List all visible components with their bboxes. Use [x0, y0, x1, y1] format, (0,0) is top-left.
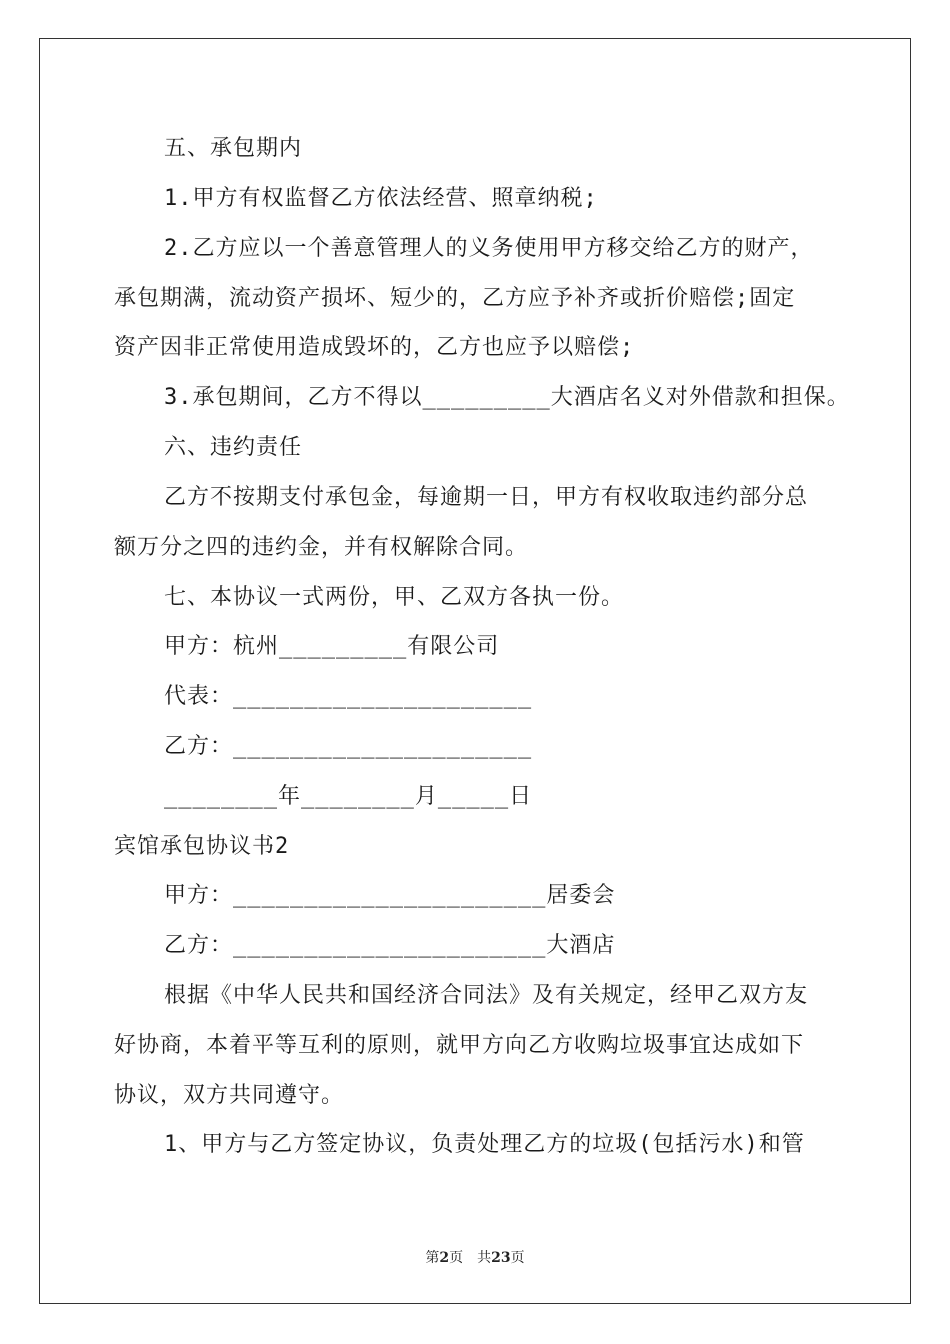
- paragraph-line: 1.甲方有权监督乙方依法经营、照章纳税;: [164, 186, 598, 211]
- signature-party-a: 甲方：杭州_________有限公司: [164, 634, 500, 659]
- party-a-line: 甲方：______________________居委会: [164, 883, 616, 908]
- paragraph-line: 承包期满，流动资产损坏、短少的，乙方应予补齐或折价赔偿;固定: [114, 286, 796, 311]
- footer-current-page: 2: [439, 1250, 450, 1266]
- paragraph-line: 协议，双方共同遵守。: [114, 1083, 345, 1108]
- document-title-2: 宾馆承包协议书2: [114, 834, 290, 859]
- page-number-footer: [0, 1247, 950, 1267]
- section-heading-7: 七、本协议一式两份，甲、乙双方各执一份。: [164, 585, 625, 610]
- footer-prefix: 第: [425, 1250, 440, 1266]
- signature-date: ________年________月_____日: [164, 784, 533, 809]
- paragraph-line: 根据《中华人民共和国经济合同法》及有关规定，经甲乙双方友: [164, 983, 809, 1008]
- footer-total-pages: 23: [491, 1250, 511, 1266]
- party-b-line: 乙方：______________________大酒店: [164, 933, 616, 958]
- section-heading-6: 六、违约责任: [164, 435, 303, 460]
- paragraph-line: 3.承包期间，乙方不得以_________大酒店名义对外借款和担保。: [164, 385, 850, 410]
- paragraph-line: 乙方不按期支付承包金，每逾期一日，甲方有权收取违约部分总: [164, 485, 809, 510]
- footer-suffix: 页: [510, 1250, 525, 1266]
- section-heading-5: 五、承包期内: [164, 136, 303, 161]
- signature-party-b: 乙方：_____________________: [164, 734, 533, 759]
- paragraph-line: 资产因非正常使用造成毁坏的，乙方也应予以赔偿;: [114, 335, 635, 360]
- signature-representative: 代表：_____________________: [164, 684, 533, 709]
- paragraph-line: 2.乙方应以一个善意管理人的义务使用甲方移交给乙方的财产，: [164, 236, 814, 261]
- footer-mid: 页 共: [449, 1250, 492, 1266]
- paragraph-line: 1、甲方与乙方签定协议，负责处理乙方的垃圾(包括污水)和管: [164, 1132, 805, 1157]
- paragraph-line: 额万分之四的违约金，并有权解除合同。: [114, 535, 529, 560]
- paragraph-line: 好协商，本着平等互利的原则，就甲方向乙方收购垃圾事宜达成如下: [114, 1033, 805, 1058]
